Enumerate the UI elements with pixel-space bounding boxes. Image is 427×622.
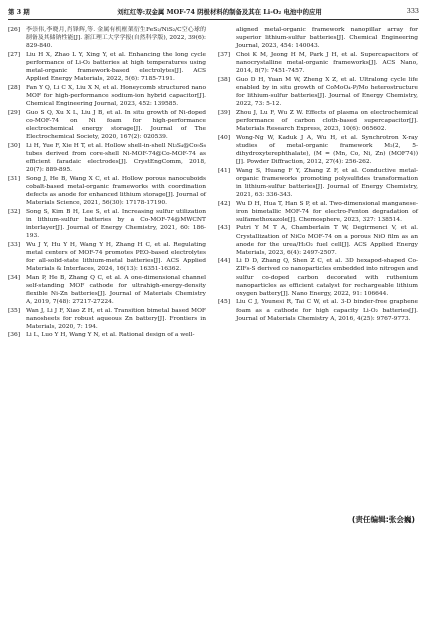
responsible-editor-note: (责任编辑:张会巍) [351, 515, 415, 524]
reference-text: Wong-Ng W, Kaduk J A, Wu H, et al. Synchrotron X-ray studies of metal-organic framework M₂(2, 5-dihydroxyterephthalate), (M = (Mn, Co, Ni, Zn) (MOF74)) [J]. Powder Diffraction, 2012, 27(4): 256-262. [236, 134, 418, 165]
reference-number: [38] [218, 76, 231, 83]
reference-text: aligned metal-organic framework nanopillar array for superior lithium-sulfur batteries[J]. Chemical Engineering Journal, 2023, 454: 140043. [236, 27, 418, 50]
reference-text: Wan J, Li J F, Xiao Z H, et al. Transition bimetal based MOF nanosheets for robust aqueous Zn battery[J]. Frontiers in Materials, 2020, 7: 194. [26, 307, 206, 330]
reference-number: [27] [8, 51, 21, 58]
reference-item [8, 331, 206, 339]
reference-text: Putri Y M T A, Chamberlain T W, Degirmenci V, et al. Crystallization of NiCo MOF-74 on a porous NiO film as an anode for the urea/H₂O₂ fuel cell[J]. ACS Applied Energy Materials, 2023, 6(4): 2497-2507. [236, 225, 418, 256]
reference-text: Choi K M, Jeong H M, Park J H, et al. Supercapacitors of nanocrystalline metal-organic frameworks[J]. ACS Nano, 2014, 8(7): 7451-7457. [236, 51, 418, 75]
reference-number: [39] [218, 109, 231, 116]
reference-item [218, 134, 418, 166]
reference-item [8, 109, 206, 141]
reference-text: Wu J Y, Hu Y H, Wang Y H, Zhang H C, et al. Regulating metal centers of MOF-74 promotes PEO-based electrolytes for all-solid-state lithium-metal batteries[J]. ACS Applied Materials & Interfaces, 2024, 16(13): 16351-16362. [26, 241, 206, 272]
reference-number: [41] [218, 167, 231, 174]
reference-text: Liu C J, Younesi R, Tai C W, et al. 3-D binder-free graphene foam as a cathode for high capacity Li-O₂ batteries[J]. Journal of Materials Chemistry A, 2016, 4(25): 9767-9773. [236, 299, 418, 322]
reference-item [8, 241, 206, 273]
reference-item [218, 298, 418, 322]
reference-text: 李崇伟,李晓月,肖锋辉,等. 金属有机框架衍生FeS₂/NiS₂/C空心球的制备及其储钠性能[J]. 浙江理工大学学报(自然科学版), 2022, 39(6): 829-840. [26, 27, 206, 50]
reference-text: Li L, Luo Y H, Wang Y N, et al. Rational design of a well- [26, 332, 195, 339]
reference-item [8, 26, 206, 50]
reference-number: [36] [8, 332, 21, 339]
reference-text: Wu D H, Hua T, Han S P, et al. Two-dimensional manganese-iron bimetallic MOF-74 for electro-Fenton degradation of sulfamethoxazole[J]. Chemosphere, 2023, 327: 138514. [236, 200, 418, 223]
reference-item [8, 84, 206, 108]
reference-item [8, 274, 206, 306]
reference-number [218, 26, 236, 50]
reference-text: Guo S Q, Xu X L, Liu J B, et al. In situ growth of Ni-doped co-MOF-74 on Ni foam for high-performance electrochemical energy storage[J]. Journal of The Electrochemical Society, 2020, 167(2): 020539. [26, 109, 206, 140]
reference-text: Zhou J, Lu F, Wu Z W. Effects of plasma on electrochemical performance of carbon cloth-based supercapacitor[J]. Materials Research Express, 2023, 10(6): 065602. [236, 109, 418, 132]
issue-label: 第 3 期 [8, 8, 30, 16]
reference-number: [29] [8, 109, 21, 116]
references-left-column [8, 26, 206, 340]
reference-item [218, 109, 418, 133]
reference-item [8, 175, 206, 207]
reference-number: [43] [218, 225, 231, 232]
reference-text: Song S, Kim B H, Lee S, et al. Increasing sulfur utilization in lithium-sulfur batteries by a Co-MOF-74@MWCNT interlayer[J]. Journal of Energy Chemistry, 2021, 60: 186-193. [26, 208, 206, 239]
reference-number: [33] [8, 241, 21, 248]
reference-number: [37] [218, 51, 231, 58]
reference-text: Guo D H, Yuan M W, Zheng X Z, et al. Ultralong cycle life enabled by in situ growth of CoMoO₄-P/Mo heterostructure for lithium-sulfur batteries[J]. Journal of Energy Chemistry, 2022, 73: 5-12. [236, 76, 418, 108]
reference-number: [40] [218, 134, 231, 141]
reference-number: [28] [8, 84, 21, 91]
reference-text: Song J, He B, Wang X C, et al. Hollow porous nanocuboids cobalt-based metal-organic frameworks with coordination defects as anode for enhanced lithium storage[J]. Journal of Materials Science, 2021, 56(30): 17178-17190. [26, 175, 206, 206]
reference-number: [31] [8, 175, 21, 182]
reference-item [218, 224, 418, 256]
reference-item [218, 200, 418, 224]
reference-number: [32] [8, 208, 21, 215]
reference-item [218, 167, 418, 199]
reference-text: Li D D, Zhang Q, Shen Z C, et al. 3D hexapod-shaped Co-ZIFs-S derived co nanoparticles embedded into nitrogen and sulfur co-doped carbon decorated with ruthenium nanoparticles as efficient catalyst for rechargeable lithium oxygen battery[J]. Nano Energy, 2022, 91: 106644. [236, 258, 418, 297]
running-header [8, 6, 419, 18]
page-number: 333 [406, 7, 419, 15]
running-title: 刘红红等:双金属 MOF-74 阴极材料的制备及其在 Li-O₂ 电池中的应用 [117, 8, 322, 16]
reference-item [218, 51, 418, 75]
reference-number: [26] [8, 27, 21, 33]
reference-text: Fan Y Q, Li C X, Liu X N, et al. Honeycomb structured nano MOF for high-performance sodium-ion hybrid capacitor[J]. Chemical Engineering Journal, 2023, 452: 139585. [26, 84, 206, 108]
reference-number: [35] [8, 307, 21, 314]
reference-number: [44] [218, 258, 231, 265]
reference-number: [45] [218, 299, 231, 306]
references-right-column [218, 26, 418, 323]
reference-item [8, 208, 206, 240]
reference-item [218, 26, 418, 50]
reference-text: Liu H X, Zhao L Y, Xing Y, et al. Enhancing the long cycle performance of Li-O₂ batteries at high temperatures using metal-organic framework-based electrolytes[J]. ACS Applied Energy Materials, 2022, 5(6): 7185-7191. [26, 51, 206, 83]
reference-number: [30] [8, 142, 21, 149]
reference-item [218, 76, 418, 108]
reference-text: Wang S, Huang F Y, Zhang Z F, et al. Conductive metal-organic frameworks promoting polysulfides transformation in lithium-sulfur batteries[J]. Journal of Energy Chemistry, 2021, 63: 336-343. [236, 167, 418, 198]
reference-item [8, 307, 206, 331]
header-rule [8, 19, 419, 20]
reference-number: [34] [8, 274, 21, 281]
reference-item [218, 257, 418, 297]
reference-text: Man P, He B, Zhang Q C, et al. A one-dimensional channel self-standing MOF cathode for ultrahigh-energy-density flexible Ni-Zn batteries[J]. Journal of Materials Chemistry A, 2019, 7(48): 27217-27224. [26, 274, 206, 305]
reference-number: [42] [218, 200, 231, 207]
reference-item [8, 142, 206, 174]
reference-text: Li H, Yue F, Xie H T, et al. Hollow shell-in-shell Ni₃S₄@Co₉S₈ tubes derived from core-shell Ni-MOF-74@Co-MOF-74 as efficient faradaic electrodes[J]. CrystEngComm, 2018, 20(7): 889-895. [26, 142, 206, 173]
reference-item [8, 51, 206, 83]
